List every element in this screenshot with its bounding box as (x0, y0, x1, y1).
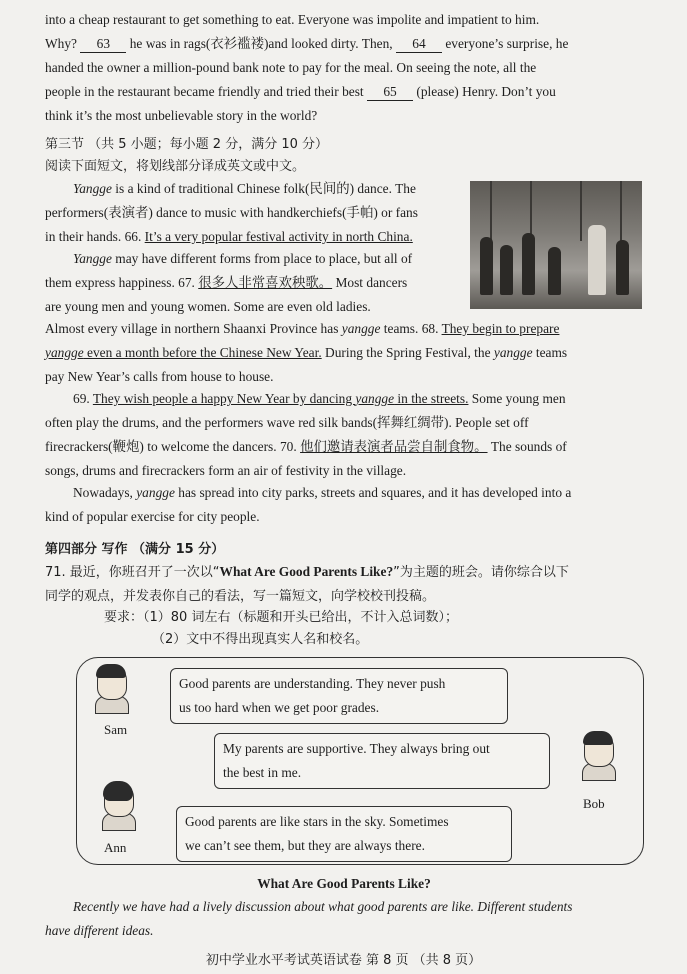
underlined-sentence-69: They wish people a happy New Year by dancing (92, 391, 356, 406)
underlined-sentence-68: They begin to prepare (441, 321, 560, 336)
essay-title: What Are Good Parents Like? (257, 876, 431, 891)
question-71: 71. 最近，你班召开了一次以“What Are Good Parents Like?”为主题的班会。请你综合以下 同学的观点，并发表你自己的看法，写一篇短文，向学校校刊投稿。 (45, 564, 569, 604)
underlined-sentence-67: 很多人非常喜欢秧歌。 (198, 275, 333, 290)
sam-speech-bubble: Good parents are understanding. They never push us too hard when we get poor grades. (170, 668, 508, 724)
yangge-dance-photo (470, 181, 642, 309)
passage-paragraph-2: Yangge may have different forms from place to place, but all of them express happiness. 67. 很多人非常喜欢秧歌。 Most dancers are young men and young women. Some are even old ladies. (45, 251, 413, 314)
passage-paragraph-2-cont: Almost every village in northern Shaanxi Province has yangge teams. 68. They begin to prepare yangge even a month before the Chinese New Year. During the Spring Festival, the yangge teams pay New Year’s calls from house to house. (45, 321, 568, 384)
passage-paragraph-4: Nowadays, yangge has spread into city parks, streets and squares, and it has developed into a kind of popular exercise for city people. (45, 485, 572, 524)
bob-name: Bob (583, 796, 605, 811)
blank-64[interactable]: 64 (396, 36, 442, 53)
ann-name: Ann (104, 840, 127, 855)
story-line: into a cheap restaurant to get something to eat. Everyone was impolite and impatient to him. (45, 12, 540, 27)
passage-paragraph-1: Yangge is a kind of traditional Chinese folk(民间的) dance. The performers(表演者) dance to music with handkerchiefs(手帕) or fans in their hands. 66. It’s a very popular festival activity in north China. (45, 181, 418, 244)
blank-65[interactable]: 65 (367, 84, 413, 101)
section3-heading: 第三节 （共 5 小题；每小题 2 分，满分 10 分） (45, 137, 329, 152)
requirement-1: 要求：（1）80 词左右（标题和开头已给出，不计入总词数）； (104, 610, 458, 625)
essay-opening: Recently we have had a lively discussion about what good parents are like. Different students have different ideas. (45, 899, 573, 938)
underlined-sentence-70: 他们邀请表演者品尝自制食物。 (300, 439, 488, 454)
page-footer: 初中学业水平考试英语试卷 第 8 页 （共 8 页） (205, 953, 482, 968)
sam-avatar (89, 664, 133, 712)
ann-speech-bubble: Good parents are like stars in the sky. Sometimes we can’t see them, but they are always there. (176, 806, 512, 862)
bob-speech-bubble: My parents are supportive. They always bring out the best in me. (214, 733, 550, 789)
part4-heading: 第四部分 写作 （满分 15 分） (45, 542, 225, 557)
story-line: people in the restaurant became friendly and tried their best 65 (please) Henry. Don’t you (45, 84, 556, 99)
sam-name: Sam (104, 722, 128, 737)
story-line: handed the owner a million-pound bank note to pay for the meal. On seeing the note, all the (45, 60, 537, 75)
story-line: Why? 63 he was in rags(衣衫褴褛)and looked dirty. Then, 64 everyone’s surprise, he (45, 36, 569, 51)
bob-avatar (576, 731, 620, 779)
underlined-sentence-66: It’s a very popular festival activity in north China. (144, 229, 413, 244)
ann-avatar (96, 781, 140, 829)
section3-instruction: 阅读下面短文，将划线部分译成英文或中文。 (45, 159, 306, 174)
story-paragraph (45, 8, 643, 128)
passage-paragraph-3: 69. They wish people a happy New Year by dancing yangge in the streets. Some young men often play the drums, and the performers wave red silk bands(挥舞红绸带). People set off firecrackers(鞭炮) to welcome the dancers. 70. 他们邀请表演者品尝自制食物。 The sounds of songs, drums and firecrackers form an air of festivity in the village. (45, 391, 567, 478)
requirement-2: （2）文中不得出现真实人名和校名。 (152, 632, 369, 647)
blank-63[interactable]: 63 (80, 36, 126, 53)
story-line: think it’s the most unbelievable story in the world? (45, 108, 318, 123)
